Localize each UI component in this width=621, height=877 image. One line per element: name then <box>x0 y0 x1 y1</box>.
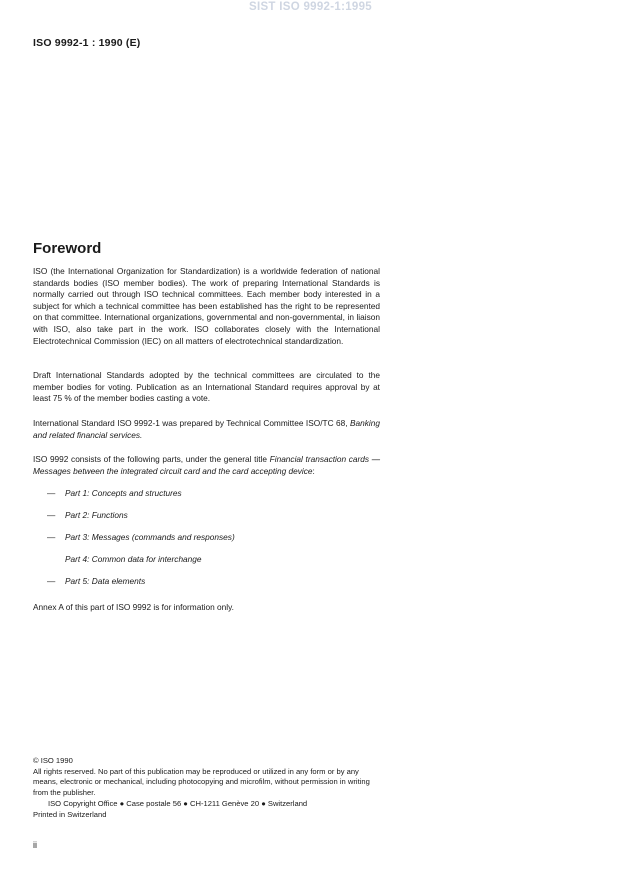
list-item <box>47 532 235 542</box>
page-number: ii <box>33 840 37 850</box>
general-title: Financial transaction cards — Messages between the integrated circuit card and the card accepting device <box>33 454 380 476</box>
list-dash: — <box>47 510 56 520</box>
rights-statement: All rights reserved. No part of this publication may be reproduced or utilized in any form or by any means, electronic or mechanical, including photocopying and microfilm, without permission in writing from the publisher. <box>33 767 370 797</box>
list-dash: — <box>47 532 56 542</box>
copyright-line: © ISO 1990 <box>33 756 73 765</box>
committee-title: Banking and related financial services. <box>33 418 380 440</box>
paragraph-parts-intro <box>33 454 380 477</box>
paragraph-draft-standards: Draft International Standards adopted by the technical committees are circulated to the member bodies for voting. Publication as an International Standard requires approval by at least 75 % of the member bodies casting a vote. <box>33 370 380 404</box>
list-item <box>47 510 128 520</box>
parts-intro-text: ISO 9992 consists of the following parts, under the general title <box>33 454 270 464</box>
page-title: Foreword <box>33 240 102 257</box>
list-item <box>47 554 202 564</box>
list-item <box>47 488 182 498</box>
paragraph-prepared-by-text: International Standard ISO 9992-1 was prepared by Technical Committee ISO/TC 68, <box>33 418 351 428</box>
part-title: Part 5: Data elements <box>65 576 146 586</box>
document-reference: ISO 9992-1 : 1990 (E) <box>33 37 141 49</box>
printed-in: Printed in Switzerland <box>33 810 107 819</box>
list-dash: — <box>47 488 56 498</box>
copyright-office-address: ISO Copyright Office ● Case postale 56 ● CH-1211 Genève 20 ● Switzerland <box>48 799 308 808</box>
list-item <box>47 576 145 586</box>
part-title: Part 2: Functions <box>65 510 128 520</box>
parts-intro-colon: : <box>312 465 315 476</box>
part-title: Part 4: Common data for interchange <box>65 554 202 564</box>
part-title: Part 3: Messages (commands and responses) <box>65 532 235 542</box>
paragraph-iso-federation: ISO (the International Organization for Standardization) is a worldwide federation of national standards bodies (ISO member bodies). The work of preparing International Standards is normally carried out through ISO technical committees. Each member body interested in a subject for which a technical committee has been established has the right to be represented on that committee. International organizations, governmental and non-governmental, in liaison with ISO, also take part in the work. ISO collaborates closely with the International Electrotechnical Commission (IEC) on all matters of electrotechnical standardization. <box>33 266 380 346</box>
watermark: SIST ISO 9992-1:1995 <box>249 1 372 13</box>
paragraph-annex: Annex A of this part of ISO 9992 is for information only. <box>33 602 234 612</box>
part-title: Part 1: Concepts and structures <box>65 488 182 498</box>
list-dash: — <box>47 576 56 586</box>
paragraph-prepared-by <box>33 418 380 441</box>
